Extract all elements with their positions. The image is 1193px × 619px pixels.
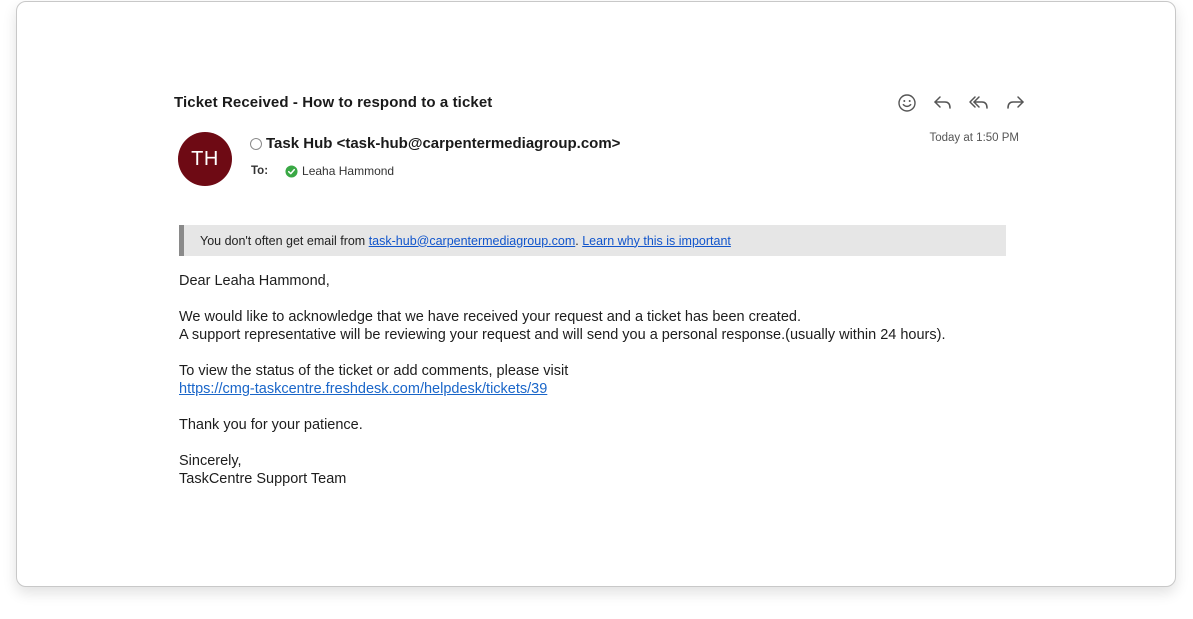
signature-block [179,452,1009,488]
thanks-line: Thank you for your patience. [179,417,363,433]
banner-separator: . [575,233,583,248]
presence-status-icon [250,138,262,150]
ticket-link[interactable]: https://cmg-taskcentre.freshdesk.com/helpdesk/tickets/39 [179,381,548,397]
greeting: Dear Leaha Hammond, [179,273,330,289]
learn-why-link[interactable]: Learn why this is important [582,233,731,248]
email-subject: Ticket Received - How to respond to a ticket [174,94,493,111]
message-actions [895,92,1026,114]
recipient-name[interactable]: Leaha Hammond [302,164,395,178]
acknowledgement-line-1: We would like to acknowledge that we have received your request and a ticket has been created. [179,309,801,325]
reply-all-icon[interactable] [967,92,990,114]
forward-icon[interactable] [1003,92,1026,114]
reply-icon[interactable] [931,92,954,114]
acknowledgement-line-2: A support representative will be reviewing your request and will send you a personal response.(usually within 24 hours). [179,327,946,343]
status-instruction: To view the status of the ticket or add comments, please visit [179,363,569,379]
signoff: Sincerely, [179,453,242,469]
sender-avatar: TH [178,132,232,186]
email-window [16,1,1176,587]
banner-text: You don't often get email from [200,233,369,248]
status-paragraph [179,362,1009,398]
emoji-icon[interactable] [895,92,918,114]
to-label: To: [251,165,269,177]
email-body [179,272,1009,506]
signature: TaskCentre Support Team [179,471,347,487]
acknowledgement-paragraph [179,308,1009,344]
sender-name[interactable]: Task Hub <task-hub@carpentermediagroup.com> [266,135,621,152]
sender-email-link[interactable]: task-hub@carpentermediagroup.com [368,233,576,248]
sender-line [250,135,620,152]
external-sender-banner [179,225,1006,256]
message-timestamp: Today at 1:50 PM [929,132,1019,144]
verified-check-icon [285,165,298,178]
recipient-line [251,164,394,178]
